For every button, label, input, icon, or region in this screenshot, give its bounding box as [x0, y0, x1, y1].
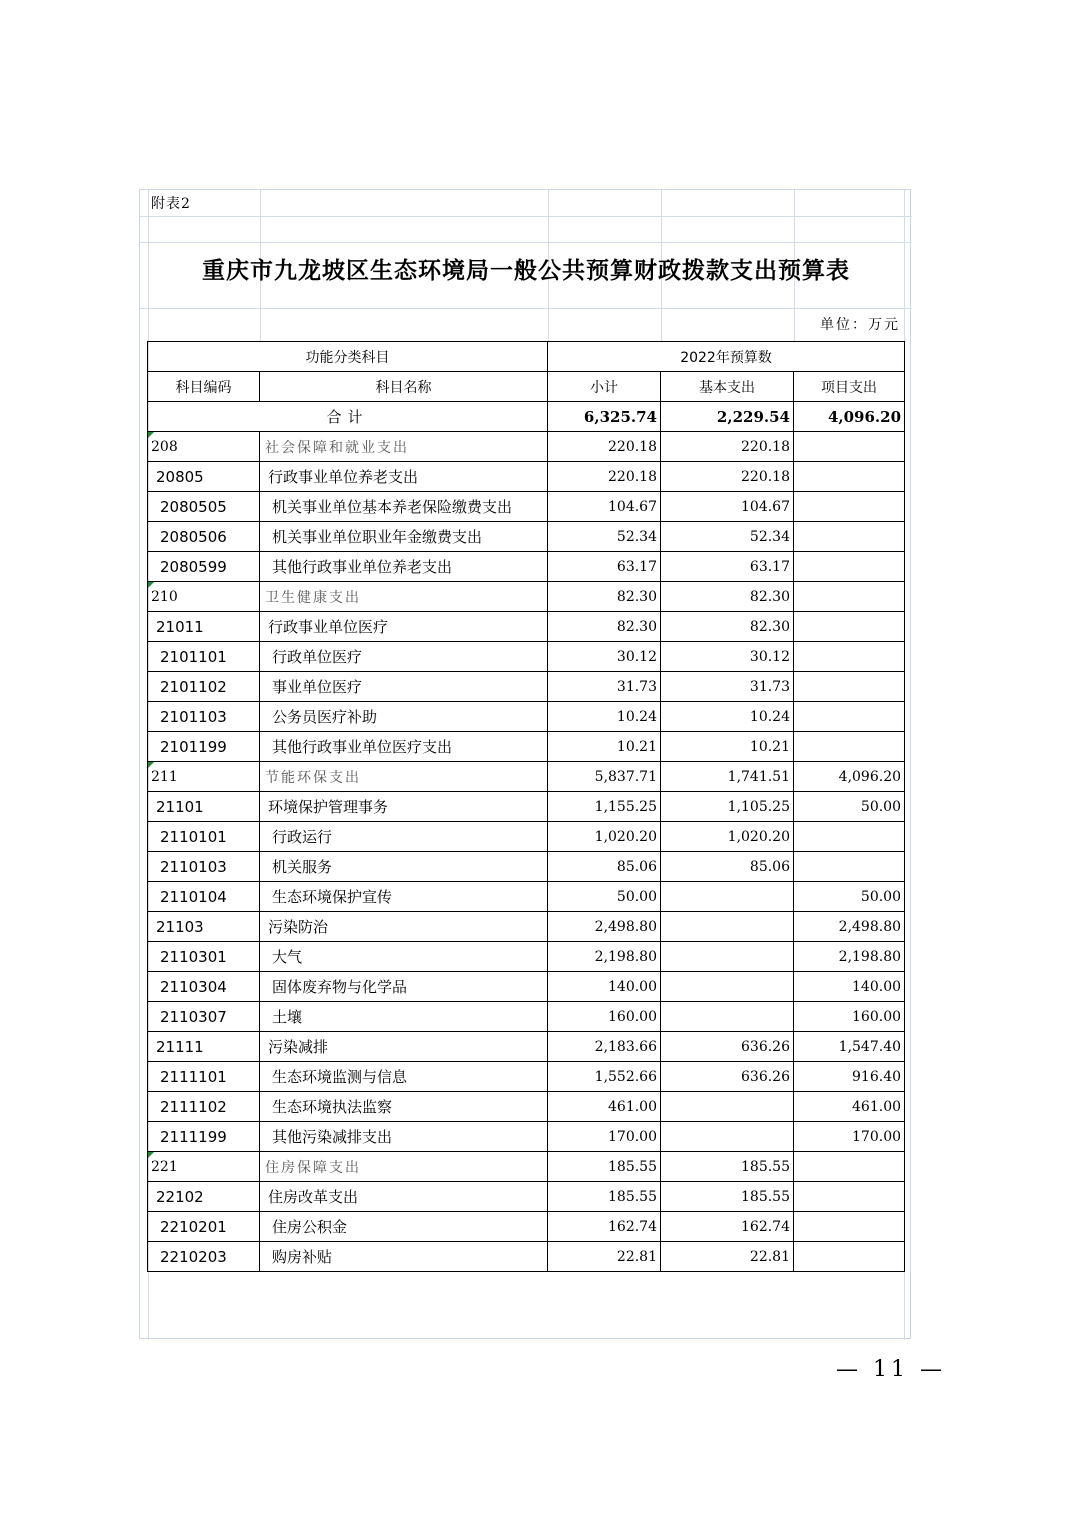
row-subtotal: 160.00	[548, 1002, 661, 1032]
row-project	[794, 552, 905, 582]
row-name: 生态环境执法监察	[260, 1092, 548, 1122]
header-column-row	[148, 372, 905, 402]
row-basic: 30.12	[661, 642, 794, 672]
total-label: 合计	[148, 402, 548, 432]
row-subtotal: 140.00	[548, 972, 661, 1002]
row-code: 208	[148, 432, 260, 462]
row-project	[794, 642, 905, 672]
row-subtotal: 1,020.20	[548, 822, 661, 852]
row-code: 221	[148, 1152, 260, 1182]
row-code: 20805	[148, 462, 260, 492]
row-name: 其他行政事业单位医疗支出	[260, 732, 548, 762]
row-code: 211	[148, 762, 260, 792]
row-name: 卫生健康支出	[260, 582, 548, 612]
row-name: 事业单位医疗	[260, 672, 548, 702]
row-project	[794, 672, 905, 702]
row-basic	[661, 972, 794, 1002]
total-project: 4,096.20	[794, 402, 905, 432]
row-basic: 63.17	[661, 552, 794, 582]
row-basic: 22.81	[661, 1242, 794, 1272]
header-basic: 基本支出	[661, 372, 794, 402]
row-subtotal: 1,155.25	[548, 792, 661, 822]
row-basic	[661, 1122, 794, 1152]
row-code: 2110301	[148, 942, 260, 972]
table-row	[148, 1212, 905, 1242]
row-name: 机关服务	[260, 852, 548, 882]
row-name: 住房公积金	[260, 1212, 548, 1242]
row-code: 2080505	[148, 492, 260, 522]
row-subtotal: 1,552.66	[548, 1062, 661, 1092]
row-basic: 104.67	[661, 492, 794, 522]
row-project	[794, 1212, 905, 1242]
annex-label: 附表2	[151, 196, 191, 212]
row-name: 生态环境保护宣传	[260, 882, 548, 912]
table-row	[148, 582, 905, 612]
cell-indicator-icon	[148, 1152, 154, 1158]
table-row	[148, 882, 905, 912]
row-subtotal: 30.12	[548, 642, 661, 672]
row-code: 2111101	[148, 1062, 260, 1092]
row-code: 21101	[148, 792, 260, 822]
table-row	[148, 552, 905, 582]
row-code: 2110101	[148, 822, 260, 852]
row-basic: 10.24	[661, 702, 794, 732]
header-subtotal: 小计	[548, 372, 661, 402]
table-row	[148, 1002, 905, 1032]
table-row	[148, 1152, 905, 1182]
row-name: 生态环境监测与信息	[260, 1062, 548, 1092]
table-row	[148, 1092, 905, 1122]
row-name: 购房补贴	[260, 1242, 548, 1272]
table-row	[148, 672, 905, 702]
row-basic: 636.26	[661, 1032, 794, 1062]
row-name: 行政事业单位养老支出	[260, 462, 548, 492]
row-name: 社会保障和就业支出	[260, 432, 548, 462]
row-name: 住房改革支出	[260, 1182, 548, 1212]
header-code: 科目编码	[148, 372, 260, 402]
row-code: 210	[148, 582, 260, 612]
row-code: 2101101	[148, 642, 260, 672]
row-basic: 10.21	[661, 732, 794, 762]
row-basic: 52.34	[661, 522, 794, 552]
row-basic: 1,020.20	[661, 822, 794, 852]
row-subtotal: 10.21	[548, 732, 661, 762]
row-code: 2110307	[148, 1002, 260, 1032]
table-row	[148, 852, 905, 882]
row-name: 土壤	[260, 1002, 548, 1032]
row-subtotal: 170.00	[548, 1122, 661, 1152]
header-project: 项目支出	[794, 372, 905, 402]
row-name: 其他行政事业单位养老支出	[260, 552, 548, 582]
table-row	[148, 1242, 905, 1272]
row-code: 2110304	[148, 972, 260, 1002]
row-subtotal: 2,183.66	[548, 1032, 661, 1062]
table-row	[148, 432, 905, 462]
row-name: 污染防治	[260, 912, 548, 942]
row-subtotal: 104.67	[548, 492, 661, 522]
table-row	[148, 1182, 905, 1212]
row-code: 2101103	[148, 702, 260, 732]
grid-line	[140, 242, 912, 243]
row-basic	[661, 882, 794, 912]
row-project	[794, 732, 905, 762]
row-basic: 82.30	[661, 612, 794, 642]
row-subtotal: 162.74	[548, 1212, 661, 1242]
row-subtotal: 31.73	[548, 672, 661, 702]
page-number: — 11 —	[836, 1357, 946, 1382]
row-name: 其他污染减排支出	[260, 1122, 548, 1152]
row-code: 2080599	[148, 552, 260, 582]
row-basic: 185.55	[661, 1152, 794, 1182]
table-row	[148, 1062, 905, 1092]
table-row	[148, 822, 905, 852]
row-code: 2111199	[148, 1122, 260, 1152]
table-row	[148, 642, 905, 672]
cell-indicator-icon	[148, 762, 154, 768]
row-name: 公务员医疗补助	[260, 702, 548, 732]
row-basic	[661, 942, 794, 972]
row-subtotal: 85.06	[548, 852, 661, 882]
row-name: 行政运行	[260, 822, 548, 852]
row-project	[794, 1152, 905, 1182]
row-name: 大气	[260, 942, 548, 972]
row-project: 1,547.40	[794, 1032, 905, 1062]
row-basic: 636.26	[661, 1062, 794, 1092]
row-project	[794, 582, 905, 612]
table-row	[148, 462, 905, 492]
row-name: 行政单位医疗	[260, 642, 548, 672]
table-row	[148, 702, 905, 732]
total-basic: 2,229.54	[661, 402, 794, 432]
cell-indicator-icon	[148, 432, 154, 438]
row-basic: 185.55	[661, 1182, 794, 1212]
row-project: 4,096.20	[794, 762, 905, 792]
row-basic: 1,741.51	[661, 762, 794, 792]
row-subtotal: 52.34	[548, 522, 661, 552]
budget-table	[147, 341, 905, 1272]
row-subtotal: 82.30	[548, 612, 661, 642]
header-budget-year: 2022年预算数	[548, 342, 905, 372]
row-subtotal: 220.18	[548, 462, 661, 492]
row-code: 2101102	[148, 672, 260, 702]
row-code: 2110104	[148, 882, 260, 912]
row-basic	[661, 1092, 794, 1122]
table-row	[148, 912, 905, 942]
row-basic: 162.74	[661, 1212, 794, 1242]
table-row	[148, 942, 905, 972]
row-code: 21103	[148, 912, 260, 942]
row-subtotal: 220.18	[548, 432, 661, 462]
row-code: 2101199	[148, 732, 260, 762]
row-project: 140.00	[794, 972, 905, 1002]
row-project	[794, 462, 905, 492]
row-subtotal: 185.55	[548, 1182, 661, 1212]
row-code: 21011	[148, 612, 260, 642]
row-subtotal: 50.00	[548, 882, 661, 912]
row-project	[794, 852, 905, 882]
row-project: 50.00	[794, 792, 905, 822]
row-basic: 220.18	[661, 432, 794, 462]
row-project: 916.40	[794, 1062, 905, 1092]
row-project: 461.00	[794, 1092, 905, 1122]
row-subtotal: 5,837.71	[548, 762, 661, 792]
row-subtotal: 10.24	[548, 702, 661, 732]
row-project	[794, 822, 905, 852]
row-code: 2110103	[148, 852, 260, 882]
row-project: 2,498.80	[794, 912, 905, 942]
row-subtotal: 2,198.80	[548, 942, 661, 972]
row-basic: 31.73	[661, 672, 794, 702]
row-name: 机关事业单位职业年金缴费支出	[260, 522, 548, 552]
header-name: 科目名称	[260, 372, 548, 402]
grid-line	[140, 308, 912, 309]
table-row	[148, 1122, 905, 1152]
row-name: 污染减排	[260, 1032, 548, 1062]
row-basic: 82.30	[661, 582, 794, 612]
row-code: 21111	[148, 1032, 260, 1062]
row-name: 机关事业单位基本养老保险缴费支出	[260, 492, 548, 522]
page-title: 重庆市九龙坡区生态环境局一般公共预算财政拨款支出预算表	[202, 257, 850, 284]
row-subtotal: 22.81	[548, 1242, 661, 1272]
row-name: 行政事业单位医疗	[260, 612, 548, 642]
row-project	[794, 492, 905, 522]
row-subtotal: 63.17	[548, 552, 661, 582]
row-project	[794, 522, 905, 552]
row-code: 22102	[148, 1182, 260, 1212]
table-row	[148, 1032, 905, 1062]
table-row	[148, 792, 905, 822]
row-project: 170.00	[794, 1122, 905, 1152]
row-project	[794, 612, 905, 642]
table-row	[148, 732, 905, 762]
row-project	[794, 1182, 905, 1212]
row-subtotal: 82.30	[548, 582, 661, 612]
row-basic	[661, 1002, 794, 1032]
header-function-classification: 功能分类科目	[148, 342, 548, 372]
row-project	[794, 1242, 905, 1272]
row-project: 160.00	[794, 1002, 905, 1032]
row-code: 2111102	[148, 1092, 260, 1122]
table-row	[148, 762, 905, 792]
row-basic: 85.06	[661, 852, 794, 882]
row-basic: 1,105.25	[661, 792, 794, 822]
total-subtotal: 6,325.74	[548, 402, 661, 432]
row-code: 2080506	[148, 522, 260, 552]
row-name: 住房保障支出	[260, 1152, 548, 1182]
table-row	[148, 972, 905, 1002]
total-row	[148, 402, 905, 432]
row-project	[794, 702, 905, 732]
row-basic: 220.18	[661, 462, 794, 492]
row-name: 环境保护管理事务	[260, 792, 548, 822]
cell-indicator-icon	[148, 582, 154, 588]
header-group-row	[148, 342, 905, 372]
row-subtotal: 461.00	[548, 1092, 661, 1122]
row-code: 2210201	[148, 1212, 260, 1242]
grid-line	[140, 216, 912, 217]
row-name: 固体废弃物与化学品	[260, 972, 548, 1002]
row-project	[794, 432, 905, 462]
row-subtotal: 2,498.80	[548, 912, 661, 942]
unit-label: 单位：万元	[820, 317, 900, 333]
table-row	[148, 492, 905, 522]
row-subtotal: 185.55	[548, 1152, 661, 1182]
table-row	[148, 612, 905, 642]
row-code: 2210203	[148, 1242, 260, 1272]
row-basic	[661, 912, 794, 942]
row-project: 50.00	[794, 882, 905, 912]
table-row	[148, 522, 905, 552]
row-name: 节能环保支出	[260, 762, 548, 792]
row-project: 2,198.80	[794, 942, 905, 972]
